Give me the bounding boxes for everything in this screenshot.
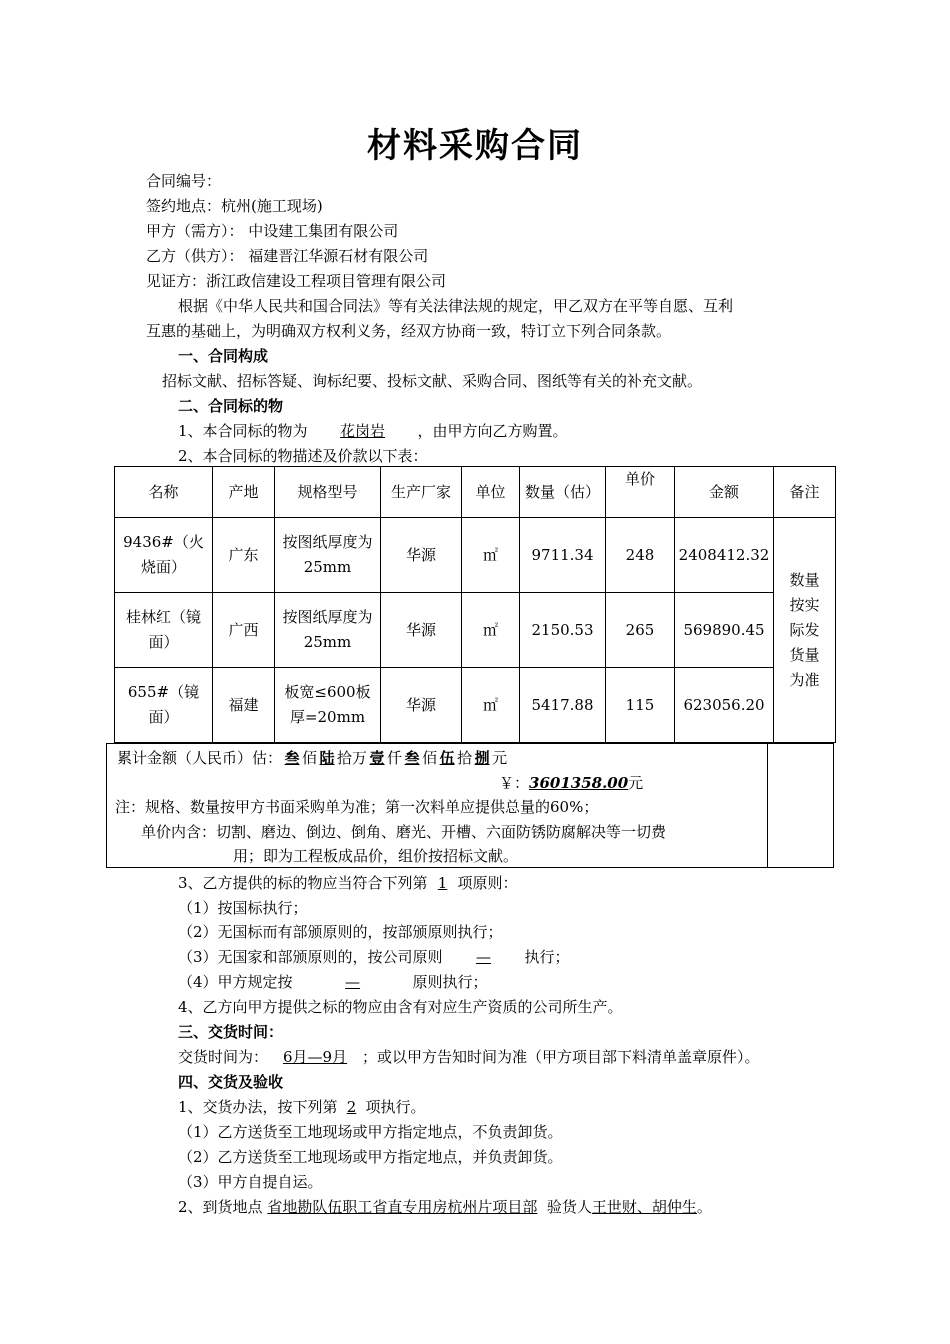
cell-price: 248 <box>606 518 675 593</box>
delivery-method-suffix: 项执行。 <box>365 1098 426 1116</box>
header-spec: 规格型号 <box>275 467 381 518</box>
table-row <box>115 593 836 668</box>
total-label: 累计金额（人民币）估： <box>117 749 283 767</box>
preamble-line-1: 根据《中华人民共和国合同法》等有关法律法规的规定，甲乙双方在平等自愿、互利 <box>178 297 734 315</box>
header-remark: 备注 <box>774 467 836 518</box>
delivery-option-1: （1）乙方送货至工地现场或甲方指定地点，不负责卸货。 <box>178 1123 563 1141</box>
standard-option-2: （2）无国标而有部颁原则的，按部颁原则执行； <box>178 923 503 941</box>
delivery-time-prefix: 交货时间为： <box>178 1048 269 1066</box>
cell-maker: 华源 <box>381 593 462 668</box>
unit-hundred: 佰 <box>422 749 438 767</box>
delivery-period: 6月—9月 <box>282 1048 348 1066</box>
header-name: 名称 <box>115 467 213 518</box>
section-1-text: 招标文献、招标答疑、询标纪要、投标文献、采购合同、图纸等有关的补充文献。 <box>162 372 703 390</box>
digit-ten-thousand-ten: 陆 <box>319 749 335 767</box>
signing-place: 签约地点：杭州(施工现场) <box>146 197 323 215</box>
option-3-suffix: 执行； <box>524 948 570 966</box>
option-3-blank: — <box>476 948 492 966</box>
cell-unit: ㎡ <box>462 518 520 593</box>
cell-amount: 623056.20 <box>675 668 774 743</box>
cell-name: 桂林红（镜面） <box>115 593 213 668</box>
delivery-time-suffix: ；或以甲方告知时间为准（甲方项目部下料清单盖章原件）。 <box>362 1048 760 1066</box>
total-amount: 3601358.00 <box>529 774 629 792</box>
cell-maker: 华源 <box>381 668 462 743</box>
total-in-words <box>117 748 507 768</box>
section-2-item-2: 2、本合同标的物描述及价款以下表： <box>178 447 428 465</box>
header-amount: 金额 <box>675 467 774 518</box>
unit-yuan: 元 <box>492 749 508 767</box>
total-in-figures <box>499 773 643 793</box>
cell-amount: 569890.45 <box>675 593 774 668</box>
section-4-heading: 四、交货及验收 <box>178 1073 284 1091</box>
subject-material: 花岗岩 <box>340 422 386 440</box>
section-2-heading: 二、合同标的物 <box>178 397 284 415</box>
cell-name: 9436#（火烧面） <box>115 518 213 593</box>
digit-hundred: 叁 <box>404 749 420 767</box>
inspector-label: 验货人 <box>546 1198 592 1216</box>
delivery-place: 省地勘队伍职工省直专用房杭州片项目部 <box>267 1198 538 1216</box>
cell-spec: 板宽≤600板厚=20mm <box>275 668 381 743</box>
party-b: 乙方（供方）： 福建晋江华源石材有限公司 <box>146 247 429 265</box>
cell-quantity: 9711.34 <box>520 518 606 593</box>
option-4-prefix: （4）甲方规定按 <box>178 973 293 991</box>
section-4-item-2 <box>178 1197 712 1217</box>
digit-ten: 伍 <box>439 749 455 767</box>
period: 。 <box>696 1198 712 1216</box>
note-line-1: 注：规格、数量按甲方书面采购单为准；第一次料单应提供总量的60%； <box>115 798 599 816</box>
item-1-suffix: ，由甲方向乙方购置。 <box>417 422 568 440</box>
item-3-choice: 1 <box>437 874 448 892</box>
cell-spec: 按图纸厚度为25mm <box>275 518 381 593</box>
table-row <box>115 518 836 593</box>
delivery-option-3: （3）甲方自提自运。 <box>178 1173 323 1191</box>
cell-origin: 广东 <box>213 518 275 593</box>
section-4-item-1 <box>178 1097 426 1117</box>
item-1-prefix: 1、本合同标的物为 <box>178 422 308 440</box>
table-header-row <box>115 467 836 518</box>
digit-one: 捌 <box>474 749 490 767</box>
option-4-blank: — <box>345 973 361 991</box>
standard-option-3 <box>178 947 570 967</box>
option-3-prefix: （3）无国家和部颁原则的，按公司原则 <box>178 948 443 966</box>
section-1-heading: 一、合同构成 <box>178 347 269 365</box>
item-3-prefix: 3、乙方提供的标的物应当符合下列第 <box>178 874 428 892</box>
header-unit: 单位 <box>462 467 520 518</box>
cell-origin: 福建 <box>213 668 275 743</box>
yuan-label: 元 <box>628 774 644 792</box>
delivery-method-choice: 2 <box>346 1098 357 1116</box>
section-2-item-1 <box>178 421 568 441</box>
cell-price: 115 <box>606 668 675 743</box>
preamble-line-2: 互惠的基础上，为明确双方权利义务，经双方协商一致，特订立下列合同条款。 <box>146 322 672 340</box>
delivery-option-2: （2）乙方送货至工地现场或甲方指定地点，并负责卸货。 <box>178 1148 563 1166</box>
header-quantity: 数量（估） <box>520 467 606 518</box>
cell-origin: 广西 <box>213 593 275 668</box>
section-2-item-3 <box>178 873 518 893</box>
cell-quantity: 2150.53 <box>520 593 606 668</box>
unit-hundred-ten-thousand: 佰 <box>302 749 318 767</box>
cell-spec: 按图纸厚度为25mm <box>275 593 381 668</box>
total-amount-box <box>106 743 834 868</box>
delivery-place-prefix: 2、到货地点 <box>178 1198 263 1216</box>
party-a: 甲方（需方）： 中设建工集团有限公司 <box>146 222 399 240</box>
cell-maker: 华源 <box>381 518 462 593</box>
cell-remark: 数量按实际发货量为准 <box>774 518 836 743</box>
table-row <box>115 668 836 743</box>
box-divider <box>767 744 768 867</box>
goods-table <box>114 466 836 743</box>
cell-quantity: 5417.88 <box>520 668 606 743</box>
cell-price: 265 <box>606 593 675 668</box>
note-line-3: 用；即为工程板成品价，组价按招标文献。 <box>233 847 519 865</box>
cell-name: 655#（镜面） <box>115 668 213 743</box>
section-3-heading: 三、交货时间： <box>178 1023 284 1041</box>
delivery-time <box>178 1047 760 1067</box>
digit-hundred-ten-thousand: 叁 <box>284 749 300 767</box>
cell-unit: ㎡ <box>462 668 520 743</box>
yen-sign: ￥： <box>499 774 530 792</box>
cell-unit: ㎡ <box>462 593 520 668</box>
item-3-suffix: 项原则： <box>457 874 518 892</box>
witness: 见证方：浙江政信建设工程项目管理有限公司 <box>146 272 447 290</box>
unit-thousand: 仟 <box>387 749 403 767</box>
digit-thousand: 壹 <box>369 749 385 767</box>
header-price: 单价 <box>606 467 675 518</box>
section-2-item-4: 4、乙方向甲方提供之标的物应由含有对应生产资质的公司所生产。 <box>178 998 623 1016</box>
standard-option-4 <box>178 972 488 992</box>
unit-ten: 拾 <box>457 749 473 767</box>
unit-ten-thousand-ten: 拾万 <box>337 749 368 767</box>
note-line-2: 单价内含：切割、磨边、倒边、倒角、磨光、开槽、六面防锈防腐解决等一切费 <box>141 823 667 841</box>
inspector-names: 王世财、胡仲生 <box>591 1198 697 1216</box>
document-title: 材料采购合同 <box>367 126 583 166</box>
delivery-method-prefix: 1、交货办法，按下列第 <box>178 1098 338 1116</box>
cell-amount: 2408412.32 <box>675 518 774 593</box>
header-maker: 生产厂家 <box>381 467 462 518</box>
standard-option-1: （1）按国标执行； <box>178 899 308 917</box>
option-4-suffix: 原则执行； <box>412 973 488 991</box>
header-origin: 产地 <box>213 467 275 518</box>
contract-number: 合同编号： <box>146 172 222 190</box>
